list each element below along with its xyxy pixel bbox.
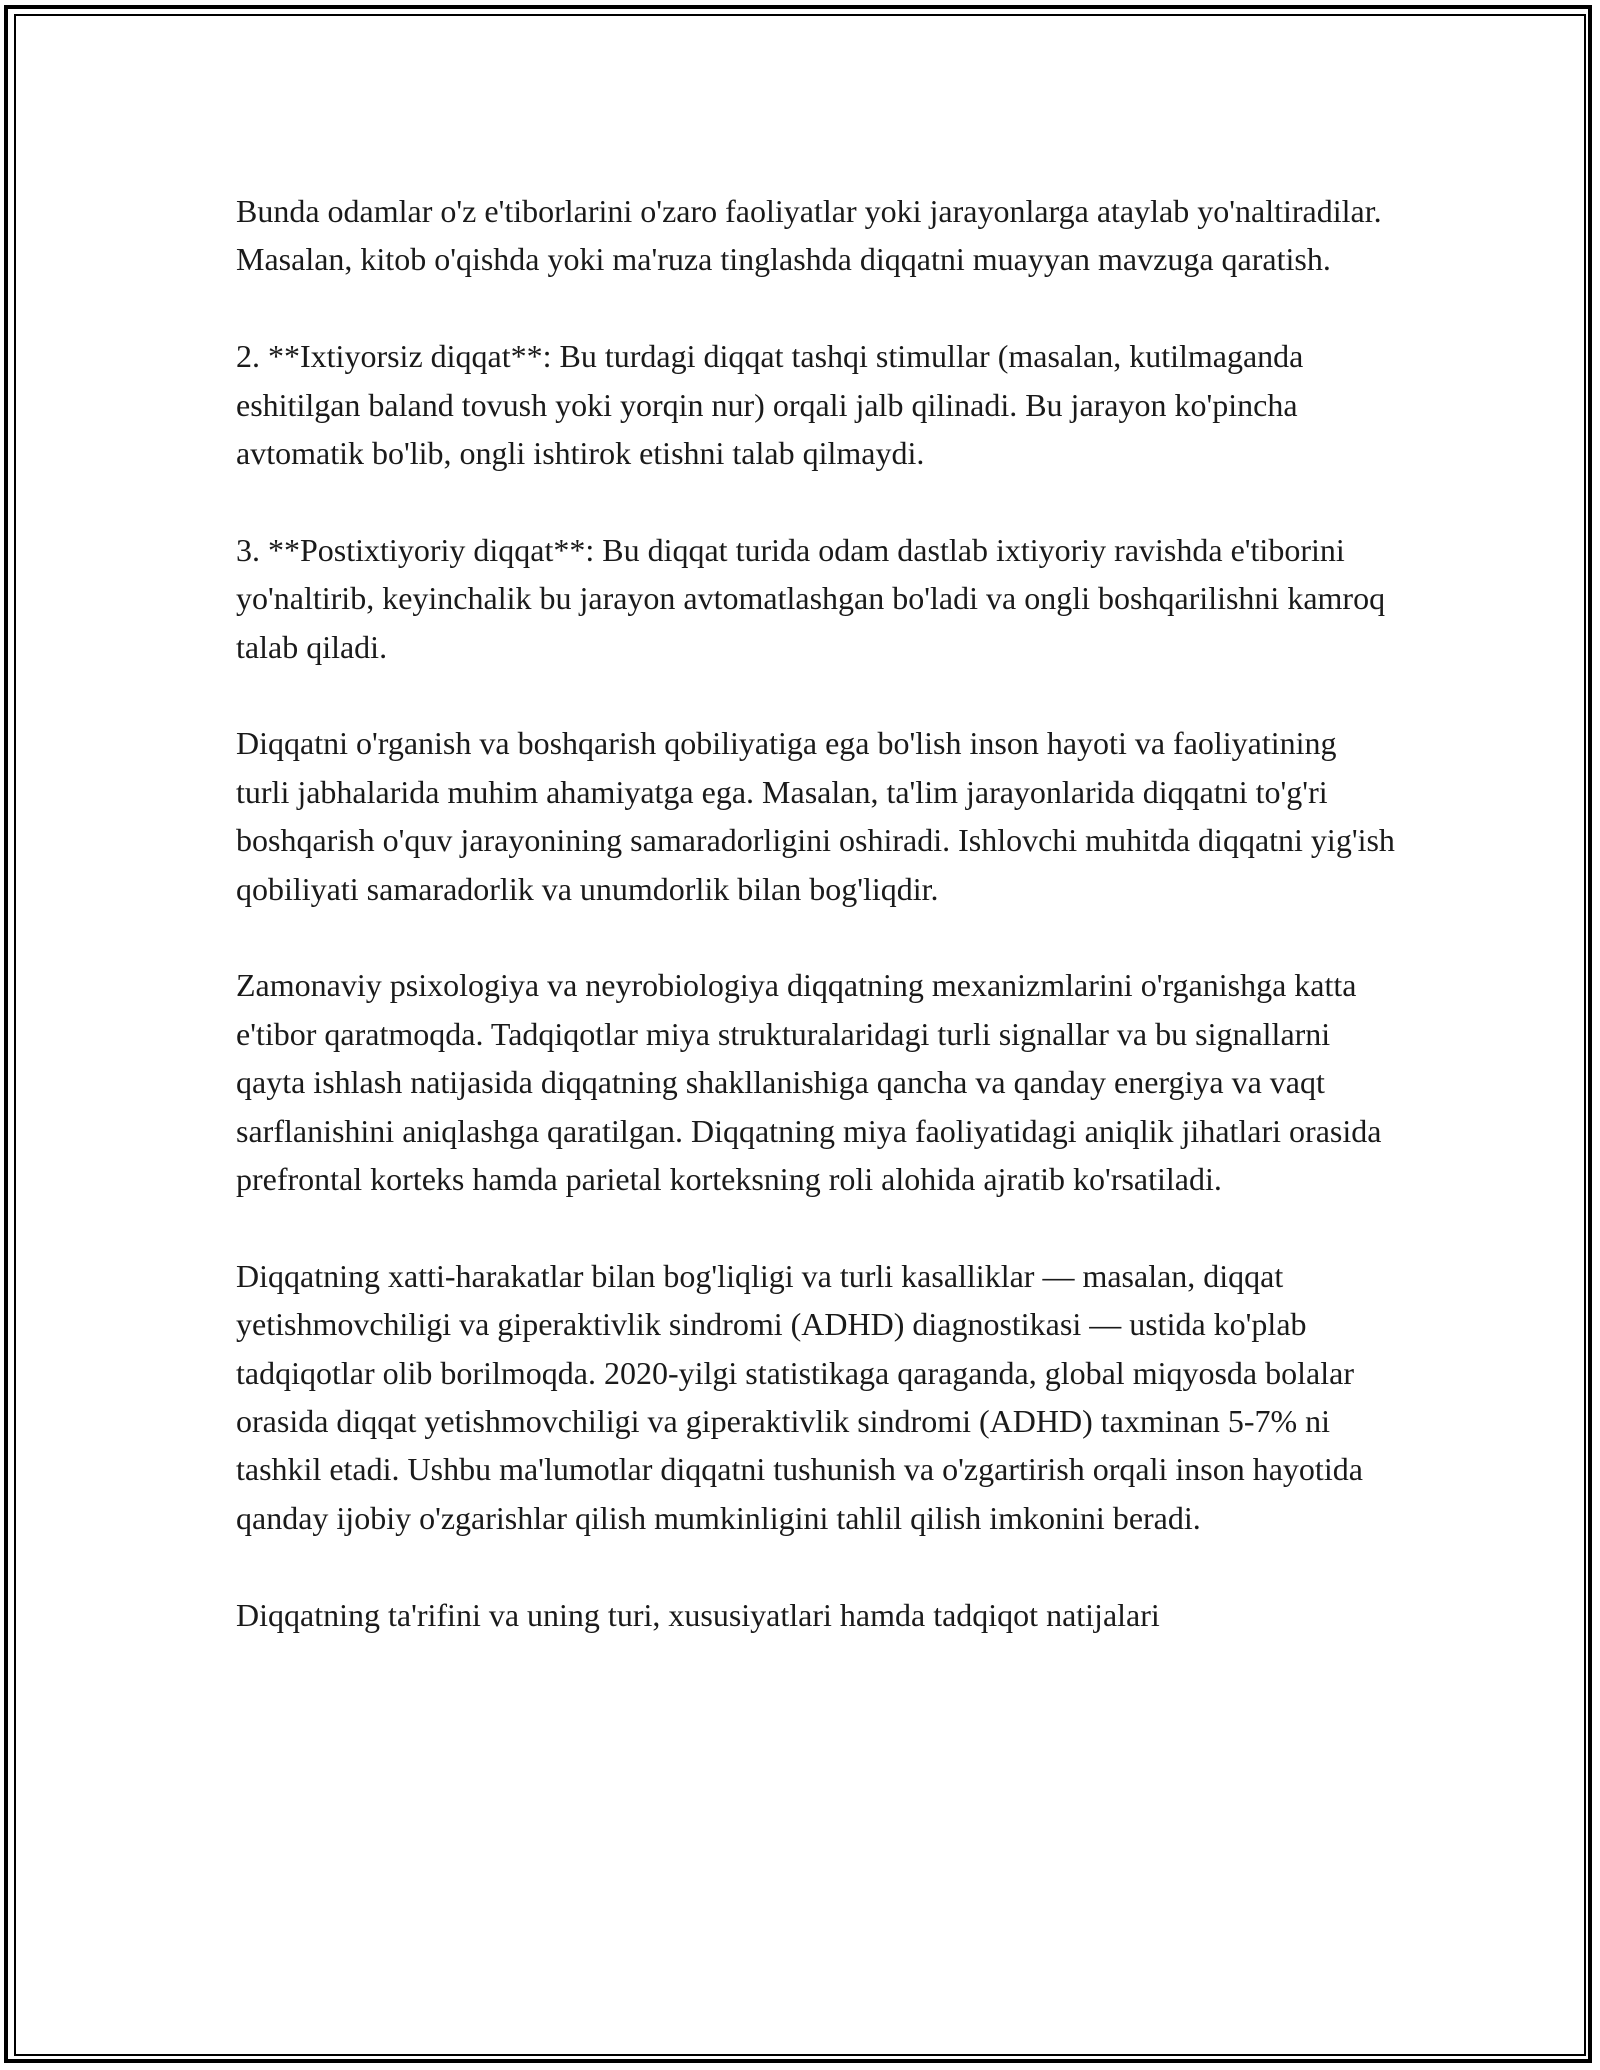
- paragraph-postvoluntary-attention: 3. **Postixtiyoriy diqqat**: Bu diqqat turida odam dastlab ixtiyoriy ravishda e'tiborini yo'naltirib, keyinchalik bu jarayon avtomatlashgan bo'ladi va ongli boshqarilishni kamroq talab qiladi.: [236, 531, 1386, 665]
- paragraph-attention-importance: Diqqatni o'rganish va boshqarish qobiliyatiga ega bo'lish inson hayoti va faoliyatining turli jabhalarida muhim ahamiyatga ega. Masalan, ta'lim jarayonlarida diqqatni to'g'ri boshqarish o'quv jarayonining samaradorligini oshiradi. Ishlovchi muhitda diqqatni yig'ish qobiliyati samaradorlik va unumdorlik bilan bog'liqdir.: [236, 725, 1395, 907]
- paragraph-neurobiology: Zamonaviy psixologiya va neyrobiologiya diqqatning mexanizmlarini o'rganishga katta e'tibor qaratmoqda. Tadqiqotlar miya strukturalaridagi turli signallar va bu signallarni qayta ishlash natijasida diqqatning shakllanishiga qancha va qanday energiya va vaqt sarflanishini aniqlashga qaratilgan. Diqqatning miya faoliyatidagi aniqlik jihatlari orasida prefrontal korteks hamda parietal korteksning roli alohida ajratib ko'rsatiladi.: [236, 967, 1382, 1198]
- paragraph-conclusion-start: Diqqatning ta'rifini va uning turi, xususiyatlari hamda tadqiqot natijalari: [236, 1596, 1160, 1633]
- paragraph-involuntary-attention: 2. **Ixtiyorsiz diqqat**: Bu turdagi diqqat tashqi stimullar (masalan, kutilmaganda eshitilgan baland tovush yoki yorqin nur) orqali jalb qilinadi. Bu jarayon ko'pincha avtomatik bo'lib, ongli ishtirok etishni talab qilmaydi.: [236, 338, 1304, 472]
- paragraph-adhd-statistics: Diqqatning xatti-harakatlar bilan bog'liqligi va turli kasalliklar — masalan, diqqat yetishmovchiligi va giperaktivlik sindromi (ADHD) diagnostikasi — ustida ko'plab tadqiqotlar olib borilmoqda. 2020-yilgi statistikaga qaraganda, global miqyosda bolalar orasida diqqat yetishmovchiligi va giperaktivlik sindromi (ADHD) taxminan 5-7% ni tashkil etadi. Ushbu ma'lumotlar diqqatni tushunish va o'zgartirish orqali inson hayotida qanday ijobiy o'zgarishlar qilish mumkinligini tahlil qilish imkonini beradi.: [236, 1257, 1363, 1536]
- paragraph-voluntary-attention-continuation: Bunda odamlar o'z e'tiborlarini o'zaro faoliyatlar yoki jarayonlarga ataylab yo'naltiradilar. Masalan, kitob o'qishda yoki ma'ruza tinglashda diqqatni muayyan mavzuga qaratish.: [236, 193, 1382, 278]
- document-body: [236, 187, 1396, 1639]
